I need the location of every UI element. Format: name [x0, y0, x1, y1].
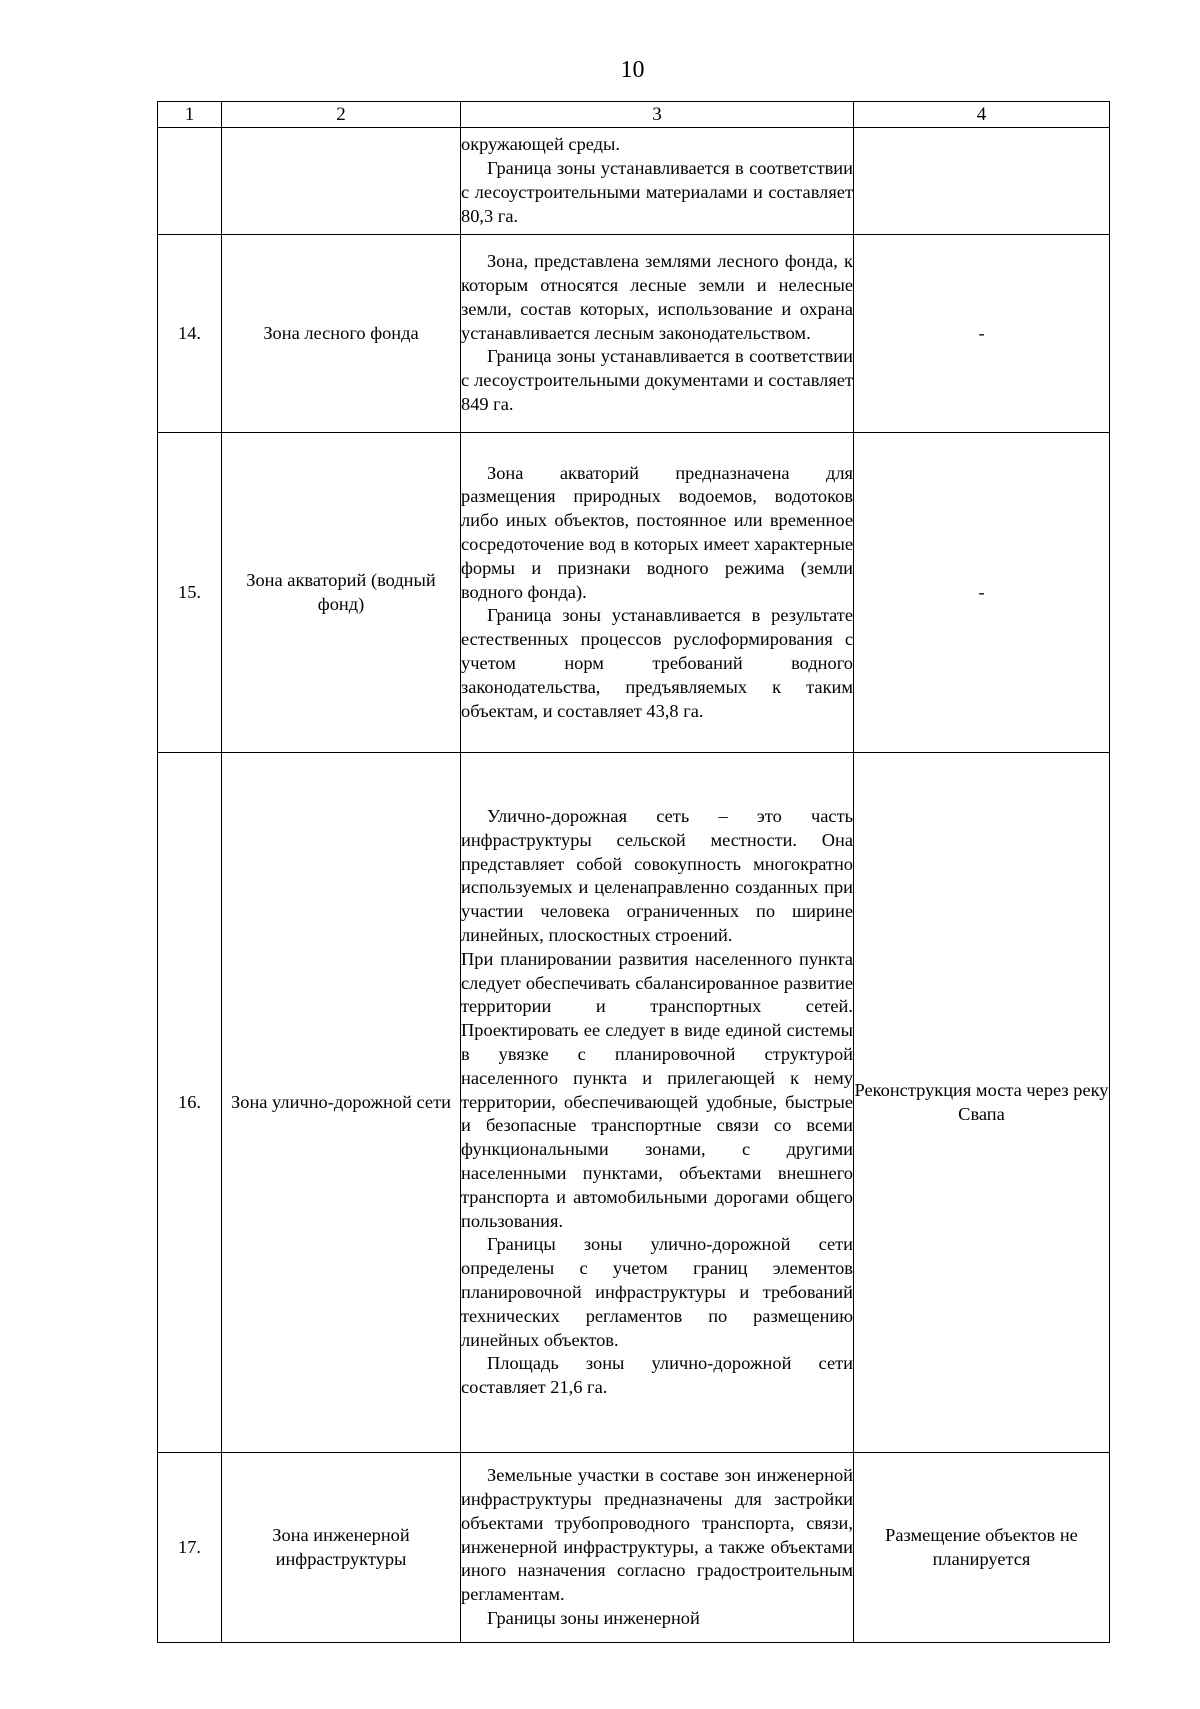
description-paragraph: Граница зоны устанавливается в соответствии с лесоустроительными материалами и составляет 80,3 га. [461, 158, 853, 226]
description-paragraph: Площадь зоны улично-дорожной сети составляет 21,6 га. [461, 1353, 853, 1398]
zone-description [461, 128, 854, 235]
table-row [158, 753, 1110, 1453]
description-paragraph: Границы зоны инженерной [487, 1607, 700, 1628]
row-number: 16. [158, 753, 222, 1453]
row-number: 15. [158, 433, 222, 753]
planned-measures: Реконструкция моста через реку Свапа [854, 753, 1110, 1453]
planned-measures [854, 128, 1110, 235]
zone-description [461, 753, 854, 1453]
description-paragraph: Улично-дорожная сеть – это часть инфраструктуры сельской местности. Она представляет собой совокупность многократно используемых и целенаправленно созданных при участии человека ограниченных по ширине линейных, плоскостных строений. [461, 806, 853, 946]
header-col-2: 2 [222, 102, 461, 128]
table-header-row [158, 102, 1110, 128]
zone-description [461, 1453, 854, 1643]
page-number: 10 [620, 57, 645, 83]
description-paragraph: окружающей среды. [461, 134, 620, 155]
description-paragraph: Земельные участки в составе зон инженерной инфраструктуры предназначены для застройки объектами трубопроводного транспорта, связи, инженерной инфраструктуры, а также объектами иного назначения согласно градостроительным регламентам. [461, 1465, 853, 1605]
planned-measures: - [854, 433, 1110, 753]
zone-description [461, 235, 854, 433]
row-number: 14. [158, 235, 222, 433]
zones-table [157, 101, 1110, 1643]
row-number: 17. [158, 1453, 222, 1643]
header-col-3: 3 [461, 102, 854, 128]
planned-measures: - [854, 235, 1110, 433]
table-row [158, 128, 1110, 235]
zone-name: Зона лесного фонда [222, 235, 461, 433]
description-paragraph: При планировании развития населенного пункта следует обеспечивать сбалансированное развитие территории и транспортных сетей. Проектировать ее следует в виде единой системы в увязке с планировочной структурой населенного пункта и прилегающей к нему территории, обеспечивающей удобные, быстрые и безопасные транспортные связи со всеми функциональными зонами, с другими населенными пунктами, объектами внешнего транспорта и автомобильными дорогами общего пользования. [461, 948, 853, 1231]
table-row [158, 235, 1110, 433]
description-paragraph: Зона, представлена землями лесного фонда, к которым относятся лесные земли и нелесные земли, состав которых, использование и охрана устанавливается лесным законодательством. [461, 251, 853, 343]
table-row [158, 1453, 1110, 1643]
description-paragraph: Границы зоны улично-дорожной сети определены с учетом границ элементов планировочной инфраструктуры и требований технических регламентов по размещению линейных объектов. [461, 1234, 853, 1350]
zone-name: Зона улично-дорожной сети [222, 753, 461, 1453]
description-paragraph: Граница зоны устанавливается в результате естественных процессов руслоформирования с учетом норм требований водного законодательства, предъявляемых к таким объектам, и составляет 43,8 га. [461, 605, 853, 721]
description-paragraph: Граница зоны устанавливается в соответствии с лесоустроительными документами и составляет 849 га. [461, 346, 853, 414]
header-col-4: 4 [854, 102, 1110, 128]
zone-name: Зона акваторий (водный фонд) [222, 433, 461, 753]
zone-name: Зона инженерной инфраструктуры [222, 1453, 461, 1643]
description-paragraph: Зона акваторий предназначена для размещения природных водоемов, водотоков либо иных объектов, постоянное или временное сосредоточение вод в которых имеет характерные формы и признаки водного режима (земли водного фонда). [461, 462, 853, 602]
table-row [158, 433, 1110, 753]
zone-description [461, 433, 854, 753]
header-col-1: 1 [158, 102, 222, 128]
planned-measures: Размещение объектов не планируется [854, 1453, 1110, 1643]
row-number [158, 128, 222, 235]
zone-name [222, 128, 461, 235]
